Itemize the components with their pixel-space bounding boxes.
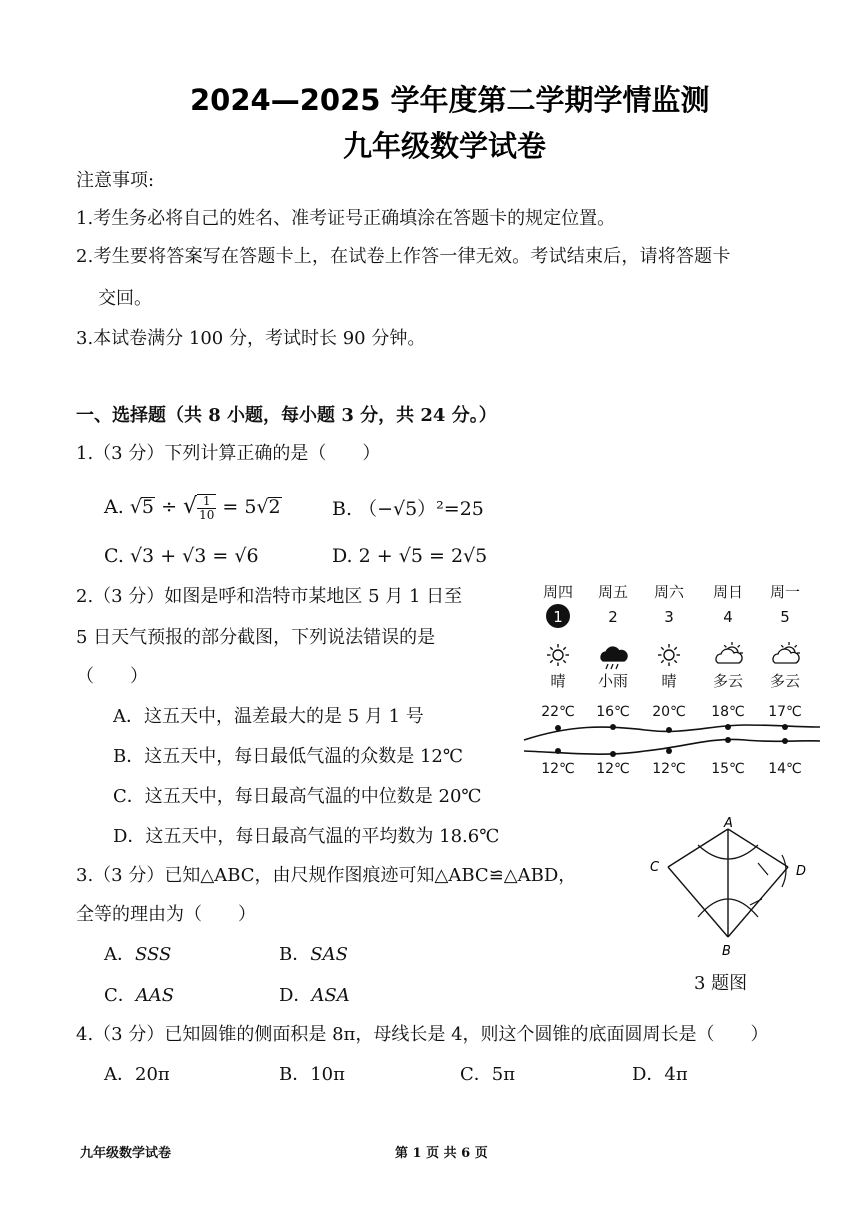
weather-low-temp: 12℃ [596, 761, 630, 777]
option-label: B． [279, 944, 311, 965]
exam-title-line2: 九年级数学试卷 [343, 129, 547, 163]
section-heading: 一、选择题（共 8 小题，每小题 3 分，共 24 分。） [76, 405, 497, 426]
sun-ray [674, 647, 676, 649]
sun-ray [550, 647, 552, 649]
question-2-option-b: B．这五天中，每日最低气温的众数是 12℃ [113, 746, 463, 767]
weather-weekday: 周五 [597, 583, 629, 601]
question-2-option-a: A．这五天中，温差最大的是 5 月 1 号 [113, 706, 424, 727]
option-text: SSS [135, 944, 172, 965]
sun-ray [724, 645, 726, 647]
notice-item-2-cont: 交回。 [98, 288, 152, 309]
option-text: SAS [310, 944, 348, 965]
weather-condition: 多云 [712, 672, 744, 690]
partly-cloudy-icon [773, 642, 800, 663]
weather-low-temp: 12℃ [541, 761, 575, 777]
question-3-option-c [104, 985, 174, 1007]
weather-high-temp: 18℃ [711, 704, 745, 720]
question-2-stem-line2: 5 日天气预报的部分截图，下列说法错误的是 [76, 627, 436, 648]
high-temp-curve [524, 725, 820, 740]
footer-page-number: 第 1 页 共 6 页 [395, 1146, 488, 1161]
equals-part: = 5√ [222, 496, 269, 518]
sun-ray [795, 645, 797, 647]
sun-ray [781, 645, 783, 647]
sun-icon [658, 644, 680, 666]
weather-high-temp: 22℃ [541, 704, 575, 720]
segment-db [728, 867, 788, 937]
question-4-option-d: D．4π [632, 1064, 688, 1085]
option-text: （−√5）²=25 [358, 498, 484, 520]
question-3-stem-line2: 全等的理由为（ ） [76, 904, 256, 925]
option-label: D． [279, 985, 312, 1006]
fraction-denominator: 10 [199, 508, 215, 522]
high-temp-point [782, 724, 788, 730]
weather-low-temp: 14℃ [768, 761, 802, 777]
weather-condition: 晴 [550, 672, 566, 690]
option-text: ASA [311, 985, 350, 1006]
question-2-stem-line1: 2.（3 分）如图是呼和浩特市某地区 5 月 1 日至 [76, 586, 463, 607]
option-label: C. [104, 545, 124, 567]
sqrt-sign: √ [129, 496, 142, 518]
radicand: 5 [141, 496, 155, 518]
weather-condition: 多云 [769, 672, 801, 690]
sun-icon [547, 644, 569, 666]
point-label-d: D [796, 864, 807, 879]
fraction [197, 494, 216, 522]
weather-high-temp: 20℃ [652, 704, 686, 720]
weather-weekday: 周四 [542, 583, 574, 601]
sun-core [553, 650, 563, 660]
point-label-c: C [650, 860, 660, 875]
question-3-option-a [104, 944, 171, 966]
sun-ray [550, 660, 552, 662]
sun-ray [738, 645, 740, 647]
weather-date: 3 [664, 608, 674, 626]
segment-ac [668, 829, 728, 867]
sun-ray [661, 647, 663, 649]
notice-item-2: 2.考生要将答案写在答题卡上，在试卷上作答一律无效。考试结束后，请将答题卡 [76, 246, 731, 267]
segment-ad [728, 829, 788, 867]
question-1-option-a: A. √5 ÷ √ $\frac{1}{10}$ = 5√2 [104, 494, 281, 522]
rain-drop [611, 664, 613, 669]
sun-ray [661, 660, 663, 662]
construction-mark [758, 863, 768, 875]
weather-weekday: 周六 [653, 583, 685, 601]
radicand: 2 [268, 496, 281, 518]
fraction-numerator: 1 [197, 495, 216, 509]
question-2-stem-line3: （ ） [76, 666, 148, 687]
question-1-option-c [104, 545, 259, 567]
question-3-figure-caption: 3 题图 [694, 973, 748, 994]
cloud-shape [601, 647, 627, 661]
weather-date: 1 [553, 608, 563, 626]
footer-left: 九年级数学试卷 [80, 1146, 172, 1161]
weather-date: 2 [608, 608, 618, 626]
weather-low-temp: 15℃ [711, 761, 745, 777]
question-1-stem: 1.（3 分）下列计算正确的是（ ） [76, 443, 381, 464]
exam-title-line1: 2024—2025 学年度第二学期学情监测 [190, 83, 710, 117]
weather-low-temp: 12℃ [652, 761, 686, 777]
low-temp-point [666, 748, 672, 754]
option-label: A. [104, 496, 124, 518]
notice-item-1: 1.考生务必将自己的姓名、准考证号正确填涂在答题卡的规定位置。 [76, 208, 616, 229]
sun-core [664, 650, 674, 660]
weather-high-temp: 17℃ [768, 704, 802, 720]
option-text: AAS [135, 985, 175, 1006]
partly-cloudy-icon [716, 642, 743, 663]
option-label: C． [104, 985, 136, 1006]
notice-heading: 注意事项: [76, 170, 155, 191]
question-1-option-d [332, 545, 487, 567]
option-label: A． [104, 944, 135, 965]
divide-sign: ÷ [161, 496, 177, 518]
notice-item-3: 3.本试卷满分 100 分，考试时长 90 分钟。 [76, 328, 426, 349]
weather-forecast-figure [510, 575, 830, 785]
weather-weekday: 周日 [712, 583, 744, 601]
option-text: √3 + √3 = √6 [129, 545, 259, 567]
weather-condition: 晴 [661, 672, 677, 690]
weather-date: 5 [780, 608, 790, 626]
low-temp-curve [524, 739, 820, 754]
question-4-option-c: C．5π [460, 1064, 516, 1085]
question-3-figure [640, 815, 820, 990]
weather-high-temp: 16℃ [596, 704, 630, 720]
option-text: 2 + √5 = 2√5 [358, 545, 488, 567]
sun-ray [563, 647, 565, 649]
question-2-option-d: D．这五天中，每日最高气温的平均数为 18.6℃ [113, 826, 500, 847]
weather-weekday: 周一 [769, 583, 801, 601]
rain-drop [616, 664, 618, 669]
question-4-option-a: A．20π [104, 1064, 170, 1085]
question-1-option-b [332, 494, 484, 521]
question-4-stem: 4.（3 分）已知圆锥的侧面积是 8π，母线长是 4，则这个圆锥的底面圆周长是（ ） [76, 1024, 769, 1045]
sun-ray [563, 660, 565, 662]
question-2-option-c: C．这五天中，每日最高气温的中位数是 20℃ [113, 786, 482, 807]
question-4-option-b: B．10π [279, 1064, 345, 1085]
question-3-stem-line1: 3.（3 分）已知△ABC，由尺规作图痕迹可知△ABC≌△ABD， [76, 865, 577, 886]
rain-cloud-icon [601, 647, 627, 669]
point-label-b: B [722, 944, 731, 959]
question-3-option-d [279, 985, 350, 1007]
sun-ray [674, 660, 676, 662]
option-label: B. [332, 498, 353, 520]
weather-condition: 小雨 [597, 672, 629, 690]
point-label-a: A [724, 816, 733, 831]
rain-drop [606, 664, 608, 669]
question-3-option-b [279, 944, 348, 966]
segment-cb [668, 867, 728, 937]
option-label: D. [332, 545, 353, 567]
weather-date: 4 [723, 608, 733, 626]
